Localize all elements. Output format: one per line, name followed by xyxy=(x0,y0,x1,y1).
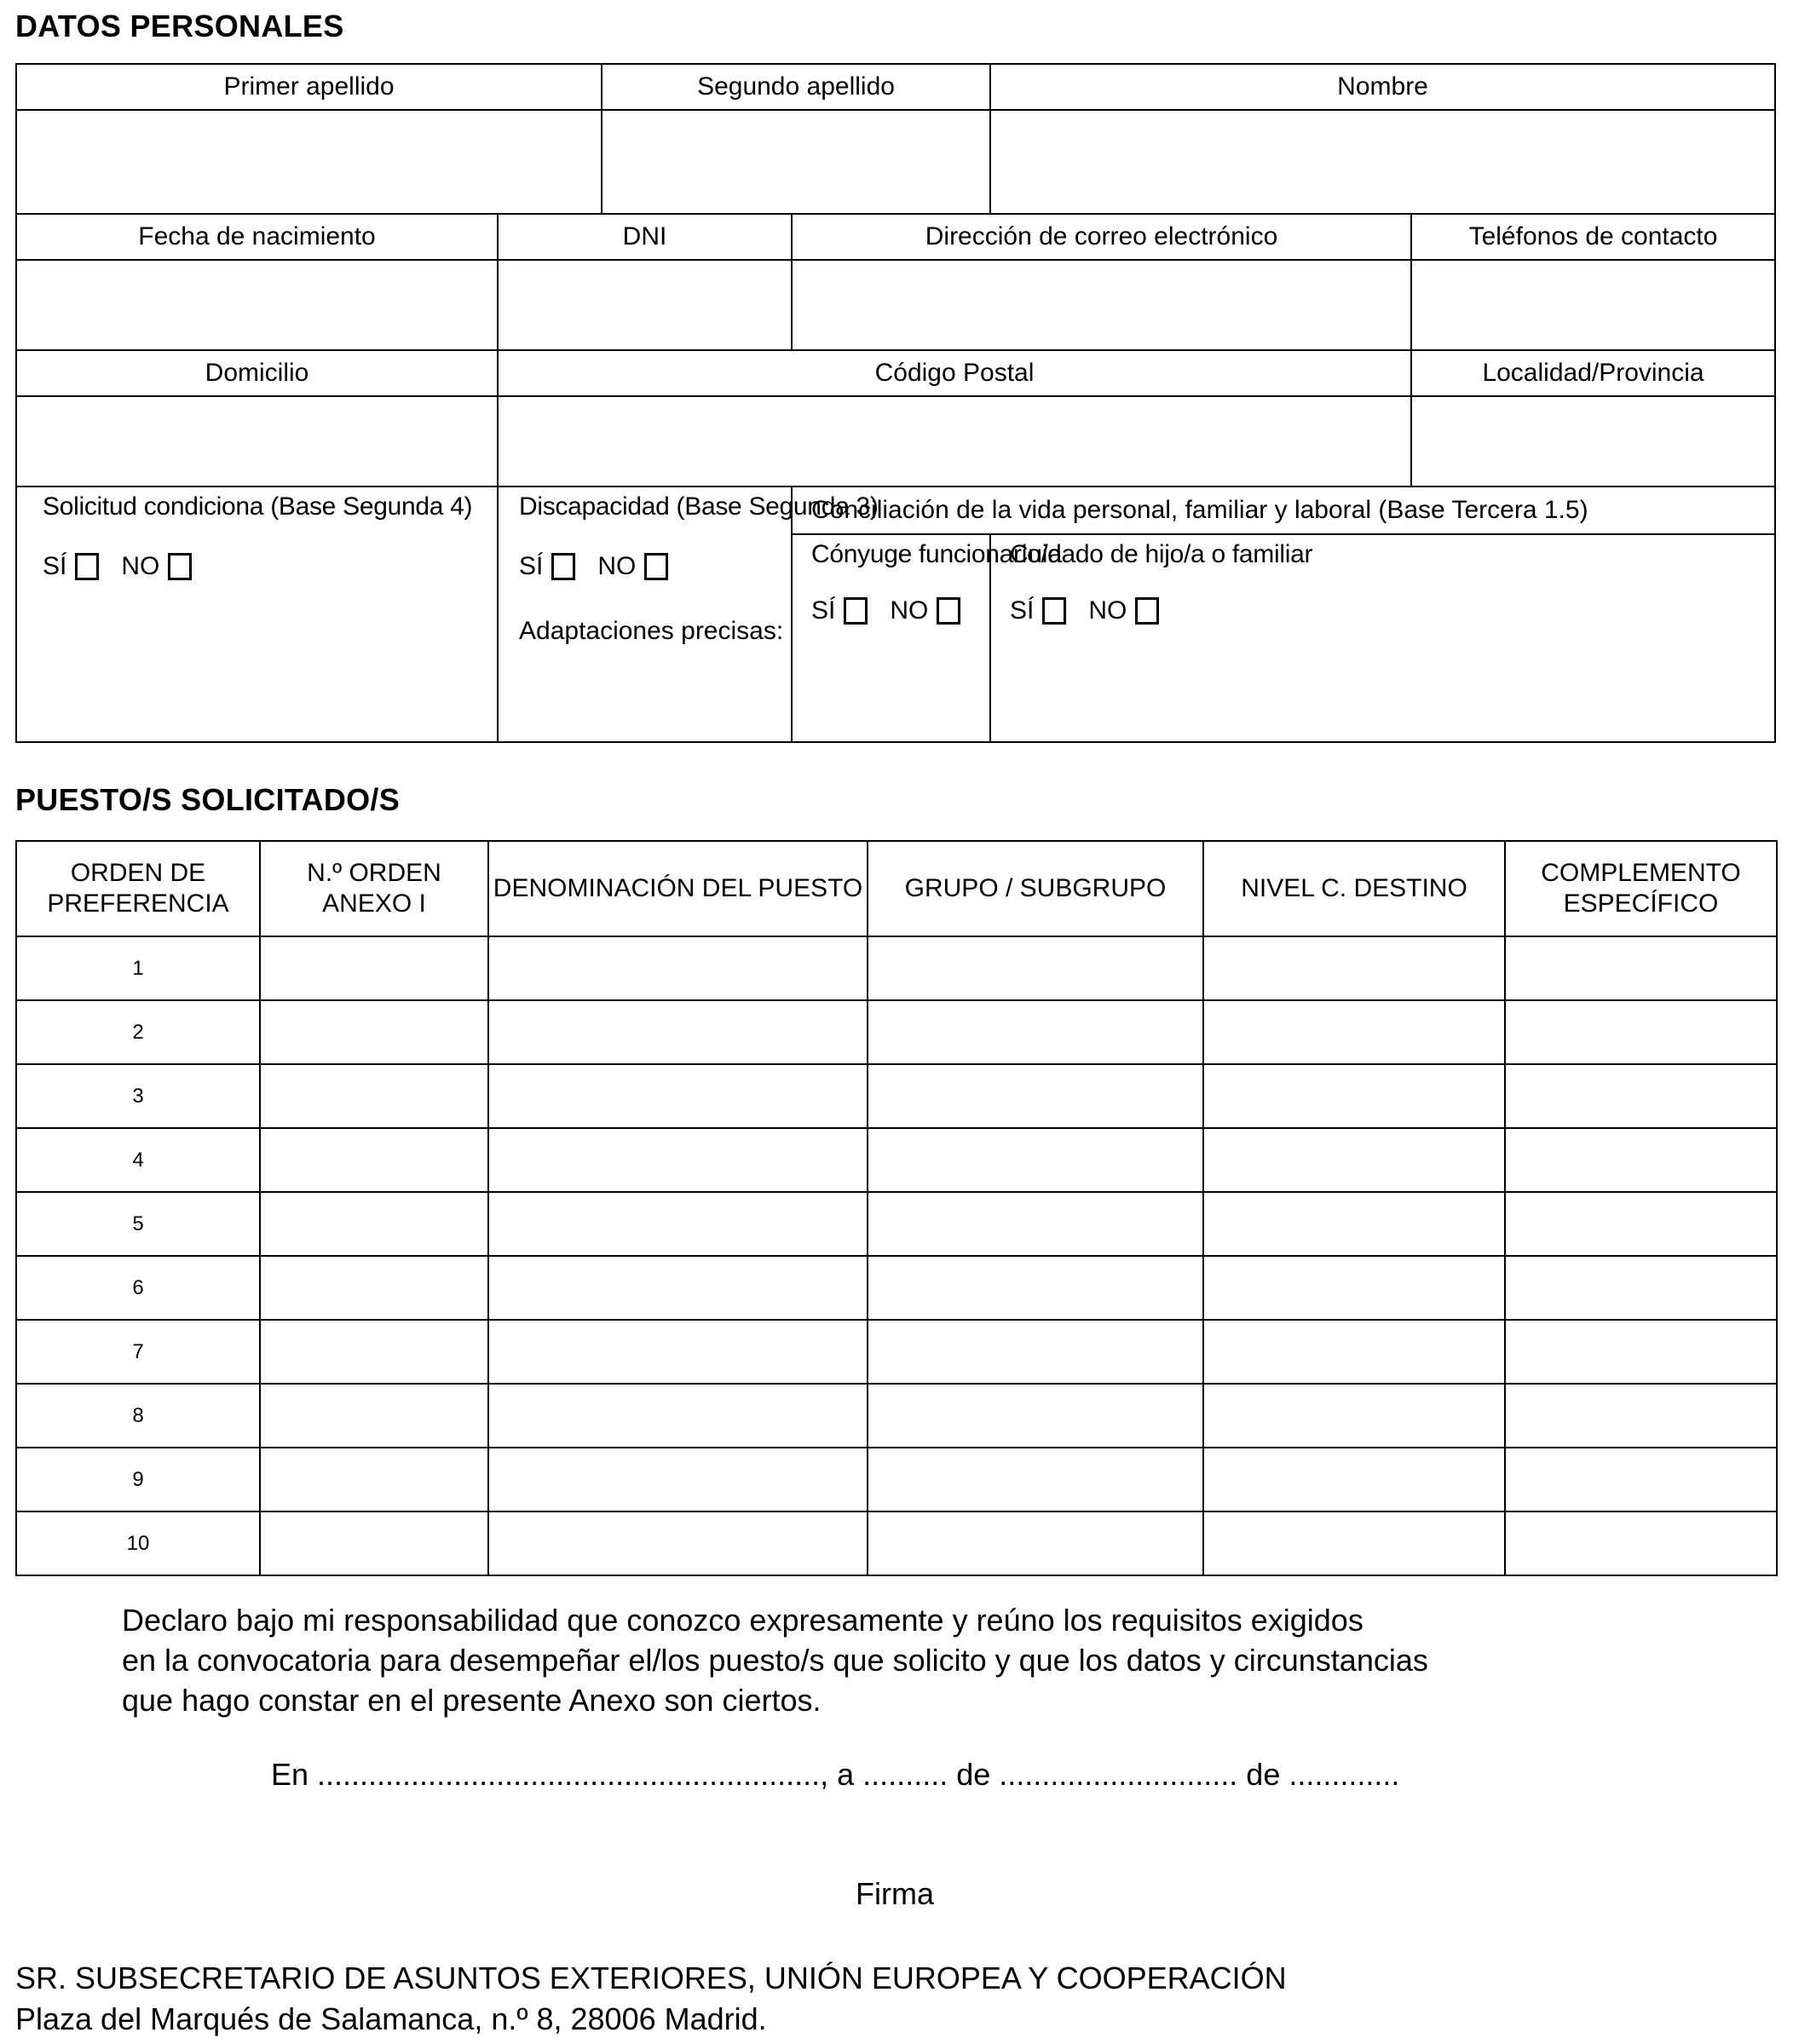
table-cell[interactable] xyxy=(1505,1064,1777,1128)
row-number: 2 xyxy=(16,1000,260,1064)
si-label: SÍ xyxy=(811,596,836,625)
row-number: 8 xyxy=(16,1384,260,1448)
table-cell[interactable] xyxy=(260,1256,488,1320)
header-domicilio: Domicilio xyxy=(16,350,498,396)
col-header-complemento: COMPLEMENTO ESPECÍFICO xyxy=(1505,841,1777,936)
no-label: NO xyxy=(597,552,637,580)
table-cell[interactable] xyxy=(868,1320,1203,1384)
discapacidad-cell xyxy=(498,487,879,742)
field-email[interactable] xyxy=(792,260,1411,350)
field-dni[interactable] xyxy=(498,260,792,350)
header-telefonos: Teléfonos de contacto xyxy=(1411,214,1775,260)
table-cell[interactable] xyxy=(488,1448,868,1511)
table-cell[interactable] xyxy=(1203,1320,1505,1384)
conciliacion-label: Conciliación de la vida personal, familiar y laboral (Base Tercera 1.5) xyxy=(792,487,1775,534)
no-label: NO xyxy=(890,596,929,625)
table-row xyxy=(16,1384,1777,1448)
table-cell[interactable] xyxy=(868,1256,1203,1320)
field-segundo-apellido[interactable] xyxy=(602,110,990,214)
declaration-line: Declaro bajo mi responsabilidad que conozco expresamente y reúno los requisitos exigidos xyxy=(122,1603,1363,1638)
row-number: 5 xyxy=(16,1192,260,1256)
field-telefonos[interactable] xyxy=(1411,260,1775,350)
table-cell[interactable] xyxy=(868,1128,1203,1192)
table-cell[interactable] xyxy=(1203,1384,1505,1448)
table-cell[interactable] xyxy=(1203,1000,1505,1064)
table-cell[interactable] xyxy=(1203,1256,1505,1320)
table-cell[interactable] xyxy=(1505,1511,1777,1575)
section-title-personal: DATOS PERSONALES xyxy=(15,9,344,43)
header-codigo-postal: Código Postal xyxy=(498,350,1411,396)
table-cell[interactable] xyxy=(1505,1320,1777,1384)
addressee-line: Plaza del Marqués de Salamanca, n.º 8, 28006 Madrid. xyxy=(15,2001,767,2036)
cuidado-no-checkbox[interactable] xyxy=(1135,597,1159,625)
solicitud-si-checkbox[interactable] xyxy=(75,553,99,580)
table-cell[interactable] xyxy=(868,1511,1203,1575)
col-header-orden: ORDEN DE PREFERENCIA xyxy=(16,841,260,936)
discapacidad-no-checkbox[interactable] xyxy=(644,553,668,580)
table-cell[interactable] xyxy=(868,1384,1203,1448)
table-cell[interactable] xyxy=(488,1192,868,1256)
si-label: SÍ xyxy=(1010,596,1035,625)
conyuge-cell xyxy=(792,534,1062,742)
table-cell[interactable] xyxy=(488,1128,868,1192)
declaration-text xyxy=(122,1600,1428,1720)
cuidado-si-checkbox[interactable] xyxy=(1042,597,1066,625)
col-header-grupo: GRUPO / SUBGRUPO xyxy=(868,841,1203,936)
table-cell[interactable] xyxy=(260,1384,488,1448)
table-cell[interactable] xyxy=(488,1000,868,1064)
table-row xyxy=(16,1511,1777,1575)
field-localidad[interactable] xyxy=(1411,396,1775,487)
place-date-line: En ..........................................................., a .......... de ............................ de ............. xyxy=(271,1757,1400,1792)
table-cell[interactable] xyxy=(1203,1128,1505,1192)
table-cell[interactable] xyxy=(1203,936,1505,1000)
table-row xyxy=(16,1192,1777,1256)
addressee-block xyxy=(15,1958,1287,2040)
row-number: 3 xyxy=(16,1064,260,1128)
table-cell[interactable] xyxy=(868,1192,1203,1256)
table-cell[interactable] xyxy=(260,1000,488,1064)
table-cell[interactable] xyxy=(488,1320,868,1384)
cuidado-label: Cuidado de hijo/a o familiar xyxy=(1010,540,1313,569)
table-cell[interactable] xyxy=(488,936,868,1000)
table-cell[interactable] xyxy=(488,1511,868,1575)
discapacidad-label: Discapacidad (Base Segunda 3) xyxy=(519,492,879,521)
conyuge-no-checkbox[interactable] xyxy=(937,597,960,625)
header-segundo-apellido: Segundo apellido xyxy=(602,64,990,110)
col-header-numero-orden: N.º ORDEN ANEXO I xyxy=(260,841,488,936)
positions-table xyxy=(15,840,1778,1576)
conyuge-si-checkbox[interactable] xyxy=(844,597,868,625)
field-primer-apellido[interactable] xyxy=(16,110,602,214)
row-number: 10 xyxy=(16,1511,260,1575)
table-cell[interactable] xyxy=(1203,1192,1505,1256)
table-cell[interactable] xyxy=(1203,1511,1505,1575)
table-cell[interactable] xyxy=(1203,1064,1505,1128)
addressee-line: SR. SUBSECRETARIO DE ASUNTOS EXTERIORES, UNIÓN EUROPEA Y COOPERACIÓN xyxy=(15,1961,1287,1995)
row-number: 7 xyxy=(16,1320,260,1384)
header-localidad: Localidad/Provincia xyxy=(1411,350,1775,396)
header-email: Dirección de correo electrónico xyxy=(792,214,1411,260)
signature-label: Firma xyxy=(856,1876,934,1911)
table-cell[interactable] xyxy=(260,1320,488,1384)
table-cell[interactable] xyxy=(868,1000,1203,1064)
adaptaciones-label: Adaptaciones precisas: xyxy=(519,617,784,645)
solicitud-condiciona-cell xyxy=(16,487,498,742)
table-cell[interactable] xyxy=(1505,1448,1777,1511)
row-number: 6 xyxy=(16,1256,260,1320)
table-cell[interactable] xyxy=(260,1192,488,1256)
table-cell[interactable] xyxy=(488,1256,868,1320)
no-label: NO xyxy=(121,552,160,580)
table-row xyxy=(16,1256,1777,1320)
cuidado-cell xyxy=(990,534,1775,742)
table-cell[interactable] xyxy=(1505,1384,1777,1448)
solicitud-condiciona-label: Solicitud condiciona (Base Segunda 4) xyxy=(43,492,473,521)
table-cell[interactable] xyxy=(868,1064,1203,1128)
field-fecha-nacimiento[interactable] xyxy=(16,260,498,350)
table-row xyxy=(16,1128,1777,1192)
discapacidad-si-checkbox[interactable] xyxy=(551,553,575,580)
field-domicilio[interactable] xyxy=(16,396,498,487)
table-cell[interactable] xyxy=(868,1448,1203,1511)
table-cell[interactable] xyxy=(1505,936,1777,1000)
table-row xyxy=(16,1064,1777,1128)
table-cell[interactable] xyxy=(868,936,1203,1000)
conyuge-label: Cónyuge funcionario/a xyxy=(811,540,1062,569)
field-nombre[interactable] xyxy=(990,110,1775,214)
table-row xyxy=(16,1320,1777,1384)
table-cell[interactable] xyxy=(260,1128,488,1192)
table-cell[interactable] xyxy=(1505,1000,1777,1064)
personal-data-table xyxy=(15,63,1776,743)
header-nombre: Nombre xyxy=(990,64,1775,110)
table-row xyxy=(16,1000,1777,1064)
declaration-line: que hago constar en el presente Anexo son ciertos. xyxy=(122,1683,822,1718)
table-cell[interactable] xyxy=(488,1064,868,1128)
col-header-denominacion: DENOMINACIÓN DEL PUESTO xyxy=(488,841,868,936)
table-cell[interactable] xyxy=(1505,1192,1777,1256)
row-number: 1 xyxy=(16,936,260,1000)
table-cell[interactable] xyxy=(1505,1256,1777,1320)
table-cell[interactable] xyxy=(1203,1448,1505,1511)
table-row xyxy=(16,936,1777,1000)
row-number: 9 xyxy=(16,1448,260,1511)
si-label: SÍ xyxy=(43,552,67,580)
no-label: NO xyxy=(1088,596,1127,625)
table-cell[interactable] xyxy=(260,1448,488,1511)
table-cell[interactable] xyxy=(260,1064,488,1128)
table-cell[interactable] xyxy=(260,936,488,1000)
declaration-line: en la convocatoria para desempeñar el/los puesto/s que solicito y que los datos y circunstancias xyxy=(122,1643,1428,1678)
row-number: 4 xyxy=(16,1128,260,1192)
col-header-nivel: NIVEL C. DESTINO xyxy=(1203,841,1505,936)
table-row xyxy=(16,1448,1777,1511)
header-fecha-nacimiento: Fecha de nacimiento xyxy=(16,214,498,260)
table-cell[interactable] xyxy=(488,1384,868,1448)
section-title-positions: PUESTO/S SOLICITADO/S xyxy=(15,782,401,817)
solicitud-no-checkbox[interactable] xyxy=(168,553,192,580)
header-dni: DNI xyxy=(498,214,792,260)
field-codigo-postal[interactable] xyxy=(498,396,1411,487)
table-cell[interactable] xyxy=(260,1511,488,1575)
header-primer-apellido: Primer apellido xyxy=(16,64,602,110)
si-label: SÍ xyxy=(519,552,544,580)
table-cell[interactable] xyxy=(1505,1128,1777,1192)
